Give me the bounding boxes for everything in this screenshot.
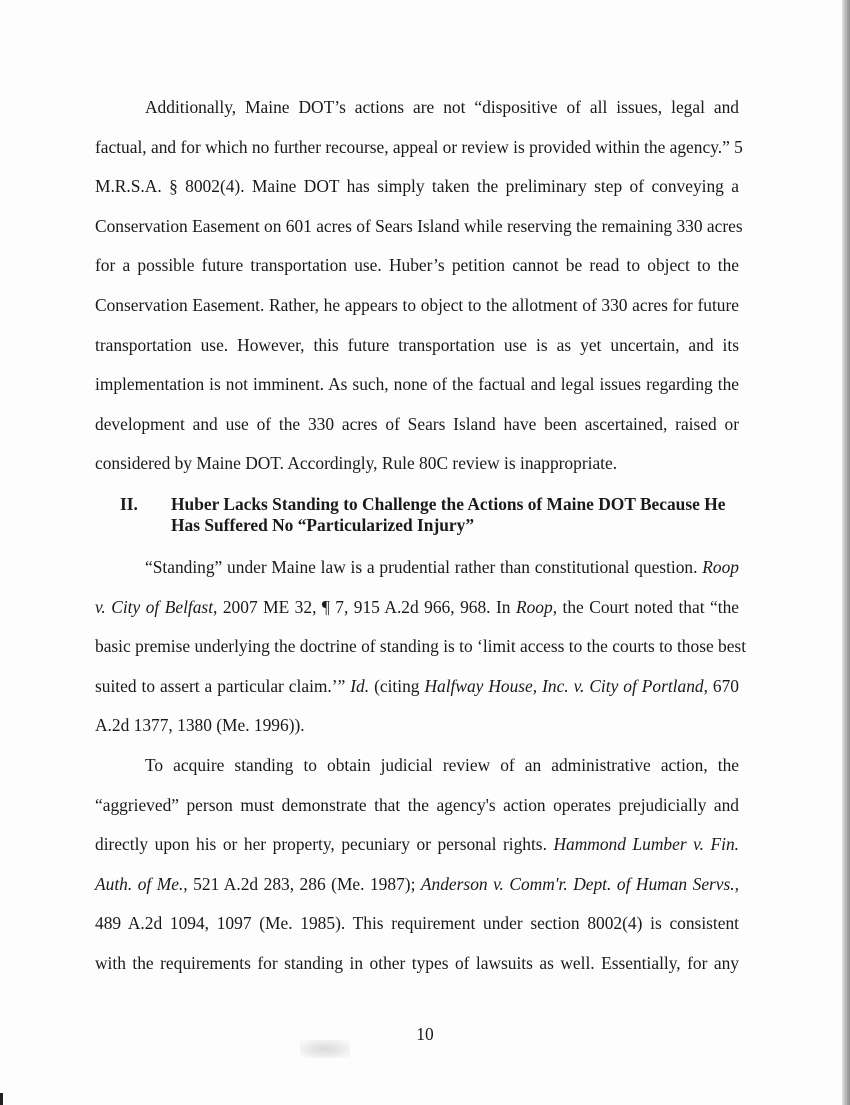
text-line: v. City of Belfast, 2007 ME 32, ¶ 7, 915 A.2d 966, 968. In Roop, the Court noted that “the bbox=[95, 596, 739, 617]
case-citation: Auth. of Me., bbox=[95, 873, 188, 894]
text-line: for a possible future transportation use. Huber’s petition cannot be read to object to the bbox=[95, 255, 739, 276]
text-line: Additionally, Maine DOT’s actions are not “dispositive of all issues, legal and bbox=[145, 97, 739, 117]
case-citation: Roop bbox=[515, 596, 553, 617]
text-line: development and use of the 330 acres of Sears Island have been ascertained, raised or bbox=[95, 413, 739, 434]
paragraph-judicial-review bbox=[95, 746, 739, 984]
case-citation: Hammond Lumber v. Fin. bbox=[553, 834, 739, 855]
paragraph-final-agency-action bbox=[95, 88, 743, 484]
case-citation: Roop bbox=[702, 557, 739, 577]
text-line: transportation use. However, this future transportation use is as yet uncertain, and its bbox=[95, 334, 739, 355]
section-number: II. bbox=[120, 494, 138, 514]
text-line: To acquire standing to obtain judicial review of an administrative action, the bbox=[145, 755, 739, 775]
text-line: directly upon his or her property, pecuniary or personal rights. Hammond Lumber v. Fin. bbox=[95, 834, 739, 855]
text-line: “aggrieved” person must demonstrate that the agency's action operates prejudicially and bbox=[95, 794, 739, 815]
text-line: Auth. of Me., 521 A.2d 283, 286 (Me. 1987); Anderson v. Comm'r. Dept. of Human Servs., bbox=[95, 873, 739, 894]
text-line: factual, and for which no further recourse, appeal or review is provided within the agency.” 5 bbox=[95, 136, 743, 157]
case-citation: Halfway House, Inc. v. City of Portland bbox=[424, 675, 704, 696]
section-title: Huber Lacks Standing to Challenge the Actions of Maine DOT Because He Has Suffered No “Particularized Injury” bbox=[171, 494, 726, 535]
text-line: considered by Maine DOT. Accordingly, Rule 80C review is inappropriate. bbox=[95, 453, 618, 474]
text-line: A.2d 1377, 1380 (Me. 1996)). bbox=[95, 715, 305, 736]
scan-smudge bbox=[300, 1040, 350, 1058]
text-line: M.R.S.A. § 8002(4). Maine DOT has simply taken the preliminary step of conveying a bbox=[95, 176, 739, 197]
paragraph-standing bbox=[95, 548, 747, 746]
case-citation: Id. bbox=[350, 675, 370, 696]
text-line: “Standing” under Maine law is a prudential rather than constitutional question. Roop bbox=[145, 557, 739, 577]
text-line: basic premise underlying the doctrine of standing is to ‘limit access to the courts to those best bbox=[95, 636, 747, 657]
text-line: 489 A.2d 1094, 1097 (Me. 1985). This requirement under section 8002(4) is consistent bbox=[95, 913, 739, 934]
text-line: suited to assert a particular claim.’” Id. (citing Halfway House, Inc. v. City of Portland, 670 bbox=[95, 675, 740, 696]
scan-edge-shadow bbox=[842, 0, 850, 1105]
text-line: Conservation Easement on 601 acres of Sears Island while reserving the remaining 330 acres bbox=[95, 215, 743, 236]
scan-corner-mark bbox=[0, 1093, 3, 1105]
page-number: 10 bbox=[416, 1024, 434, 1044]
case-citation: Anderson v. Comm'r. Dept. of Human Servs., bbox=[420, 873, 739, 894]
text-line: with the requirements for standing in other types of lawsuits as well. Essentially, for any bbox=[95, 952, 739, 973]
text-line: implementation is not imminent. As such, none of the factual and legal issues regarding the bbox=[95, 374, 739, 395]
case-citation: v. City of Belfast bbox=[95, 596, 214, 617]
text-line: Conservation Easement. Rather, he appears to object to the allotment of 330 acres for future bbox=[95, 294, 739, 315]
